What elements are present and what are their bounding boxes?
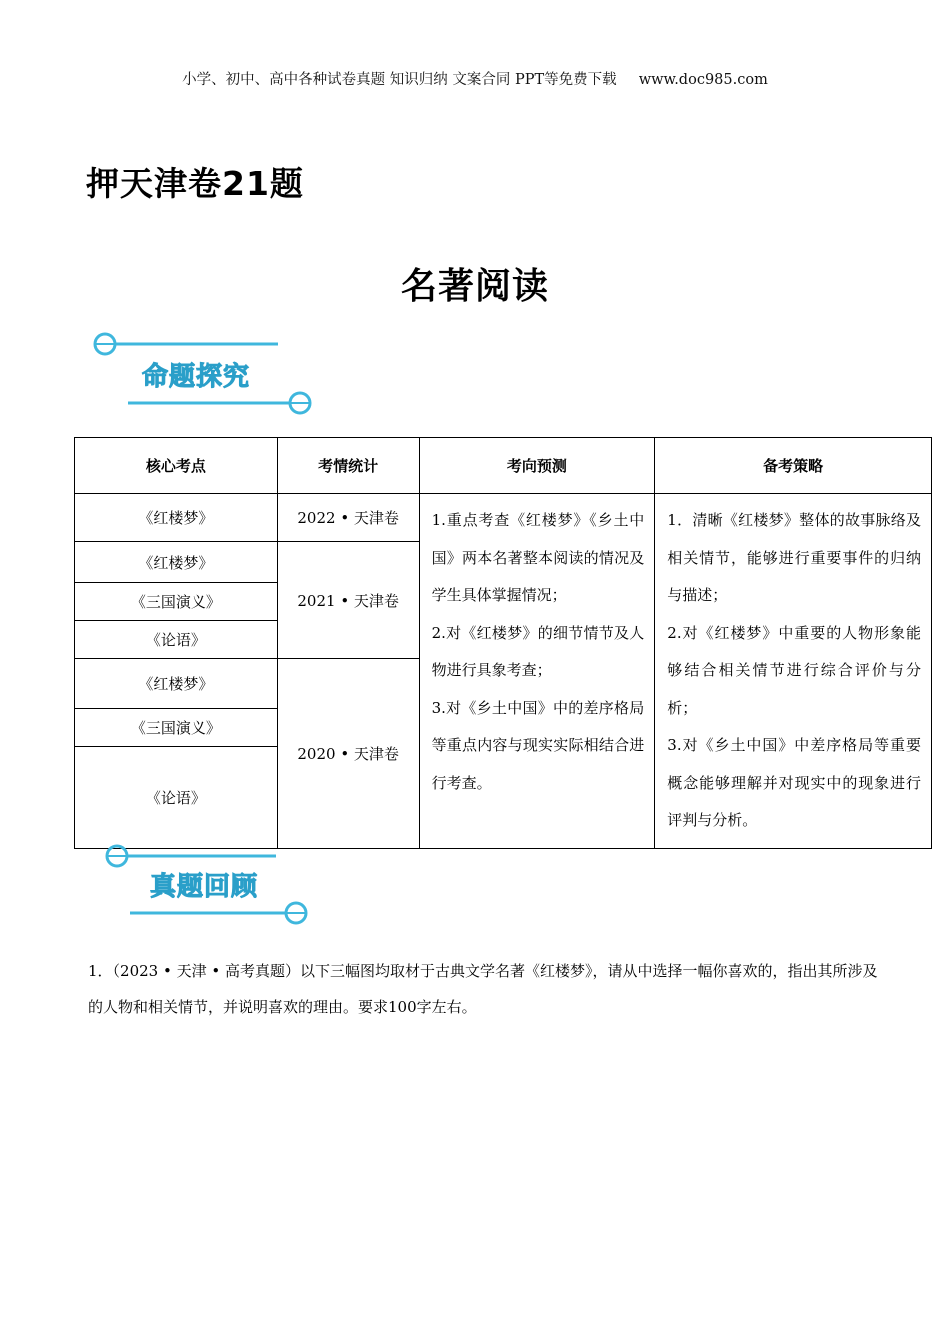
strategy-item: 2.对《红楼梦》中重要的人物形象能够结合相关情节进行综合评价与分析； bbox=[667, 623, 921, 717]
table-cell-book: 《论语》 bbox=[75, 621, 278, 659]
table-cell-year: 2021 • 天津卷 bbox=[277, 542, 419, 659]
section-label-review: 真题回顾 bbox=[150, 872, 259, 902]
section-banner-review bbox=[90, 840, 320, 930]
prediction-item: 3.对《乡土中国》中的差序格局等重点内容与现实实际相结合进行考查。 bbox=[431, 698, 645, 792]
table-cell-book: 《三国演义》 bbox=[75, 709, 278, 747]
strategy-item: 3.对《乡土中国》中差序格局等重要概念能够理解并对现实中的现象进行评判与分析。 bbox=[667, 736, 921, 829]
prediction-item: 1.重点考查《红楼梦》《乡土中国》两本名著整本阅读的情况及学生具体掌握情况； bbox=[431, 511, 645, 604]
table-cell-year: 2020 • 天津卷 bbox=[277, 659, 419, 848]
header-text: 小学、初中、高中各种试卷真题 知识归纳 文案合同 PPT等免费下载 bbox=[182, 72, 617, 88]
prediction-cell bbox=[419, 494, 655, 849]
strategy-item: 1．清晰《红楼梦》整体的故事脉络及相关情节，能够进行重要事件的归纳与描述； bbox=[667, 511, 921, 604]
page-title: 押天津卷21题 bbox=[86, 164, 304, 203]
table-cell-book: 《红楼梦》 bbox=[75, 542, 278, 583]
column-header: 考向预测 bbox=[419, 438, 655, 494]
strategy-cell bbox=[655, 494, 932, 849]
question-text: （2023 • 天津 • 高考真题）以下三幅图均取材于古典文学名著《红楼梦》，请从中选择一幅你喜欢的，指出其所涉及的人物和相关情节，并说明喜欢的理由。要求100字左右。 bbox=[88, 962, 878, 1016]
header-url[interactable]: www.doc985.com bbox=[638, 72, 768, 88]
exam-analysis-table bbox=[74, 437, 932, 849]
page-subtitle: 名著阅读 bbox=[400, 266, 549, 307]
table-cell-book: 《三国演义》 bbox=[75, 583, 278, 621]
column-header: 考情统计 bbox=[277, 438, 419, 494]
table-cell-year: 2022 • 天津卷 bbox=[277, 494, 419, 542]
question-item bbox=[88, 953, 888, 1025]
table-cell-book: 《红楼梦》 bbox=[75, 659, 278, 709]
section-label-explore: 命题探究 bbox=[142, 362, 251, 392]
page-header bbox=[0, 68, 950, 89]
table-row bbox=[75, 494, 932, 542]
table-cell-book: 《论语》 bbox=[75, 747, 278, 848]
table-cell-book: 《红楼梦》 bbox=[75, 494, 278, 542]
question-number: 1． bbox=[88, 962, 113, 980]
table-header-row bbox=[75, 438, 932, 494]
column-header: 备考策略 bbox=[655, 438, 932, 494]
prediction-item: 2.对《红楼梦》的细节情节及人物进行具象考查； bbox=[431, 623, 645, 679]
column-header: 核心考点 bbox=[75, 438, 278, 494]
section-banner-explore bbox=[90, 328, 320, 418]
